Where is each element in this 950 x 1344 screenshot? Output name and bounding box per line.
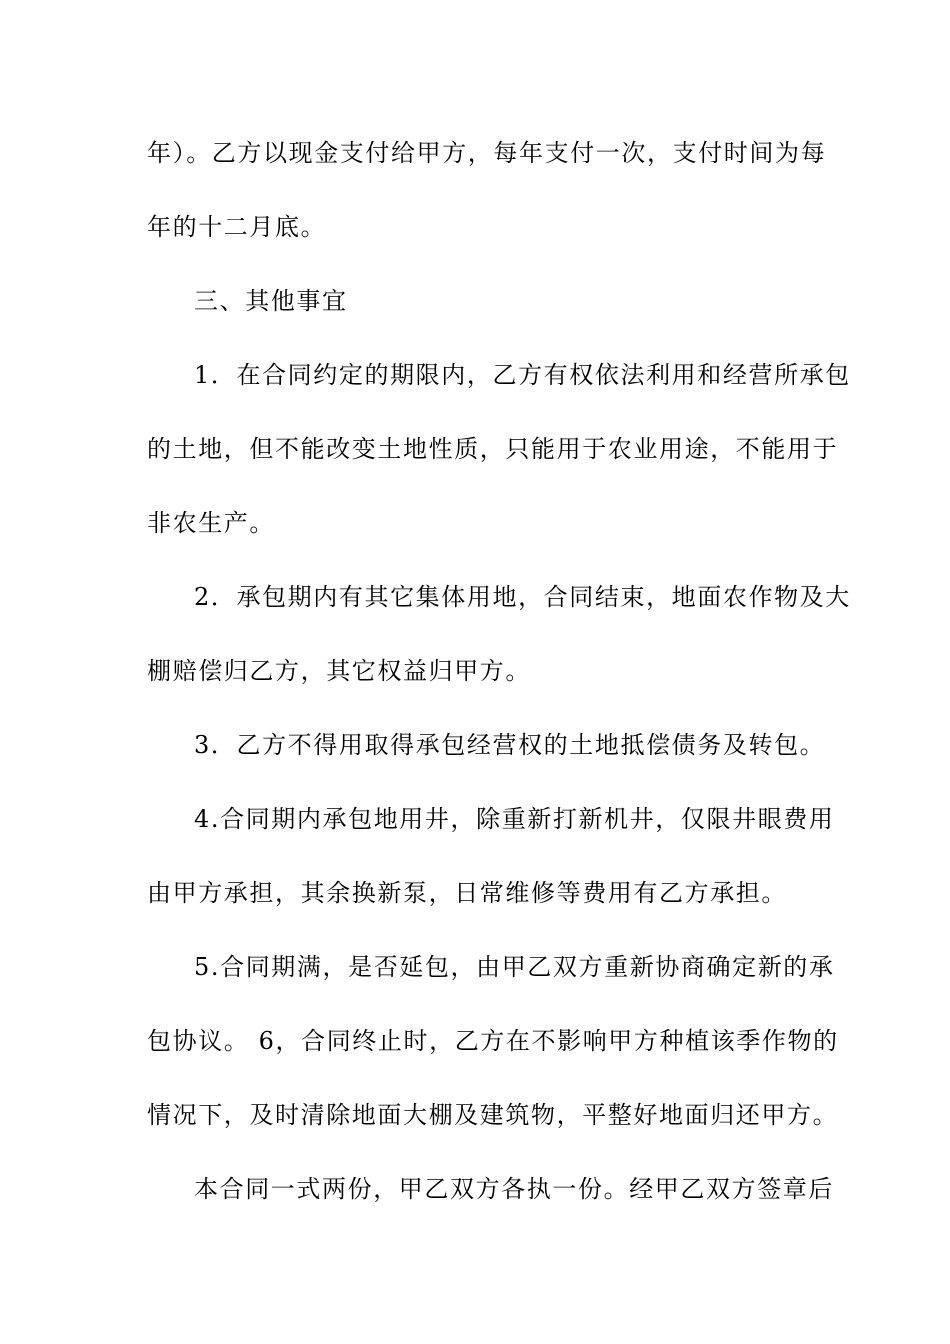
text-line: 棚赔偿归乙方，其它权益归甲方。 [147,657,531,685]
section-heading: 三、其他事宜 [194,287,348,315]
text-line: 1．在合同约定的期限内，乙方有权依法利用和经营所承包 [194,361,851,389]
text-line: 4.合同期内承包地用井，除重新打新机井，仅限井眼费用 [194,805,835,833]
text-line: 2．承包期内有其它集体用地，合同结束，地面农作物及大 [194,583,851,611]
text-line: 情况下，及时清除地面大棚及建筑物，平整好地面归还甲方。 [147,1101,839,1129]
text-line: 年的十二月底。 [147,213,327,241]
text-line: 5.合同期满，是否延包，由甲乙双方重新协商确定新的承 [194,953,835,981]
text-line: 3．乙方不得用取得承包经营权的土地抵偿债务及转包。 [194,731,826,759]
text-line: 年）。乙方以现金支付给甲方，每年支付一次，支付时间为每 [147,139,827,167]
text-line: 包协议。 6，合同终止时，乙方在不影响甲方种植该季作物的 [147,1027,839,1055]
text-line: 非农生产。 [147,509,275,537]
text-line: 由甲方承担，其余换新泵，日常维修等费用有乙方承担。 [147,879,787,907]
text-line: 本合同一式两份，甲乙双方各执一份。经甲乙双方签章后 [194,1175,834,1203]
text-line: 的土地，但不能改变土地性质，只能用于农业用途，不能用于 [147,435,839,463]
